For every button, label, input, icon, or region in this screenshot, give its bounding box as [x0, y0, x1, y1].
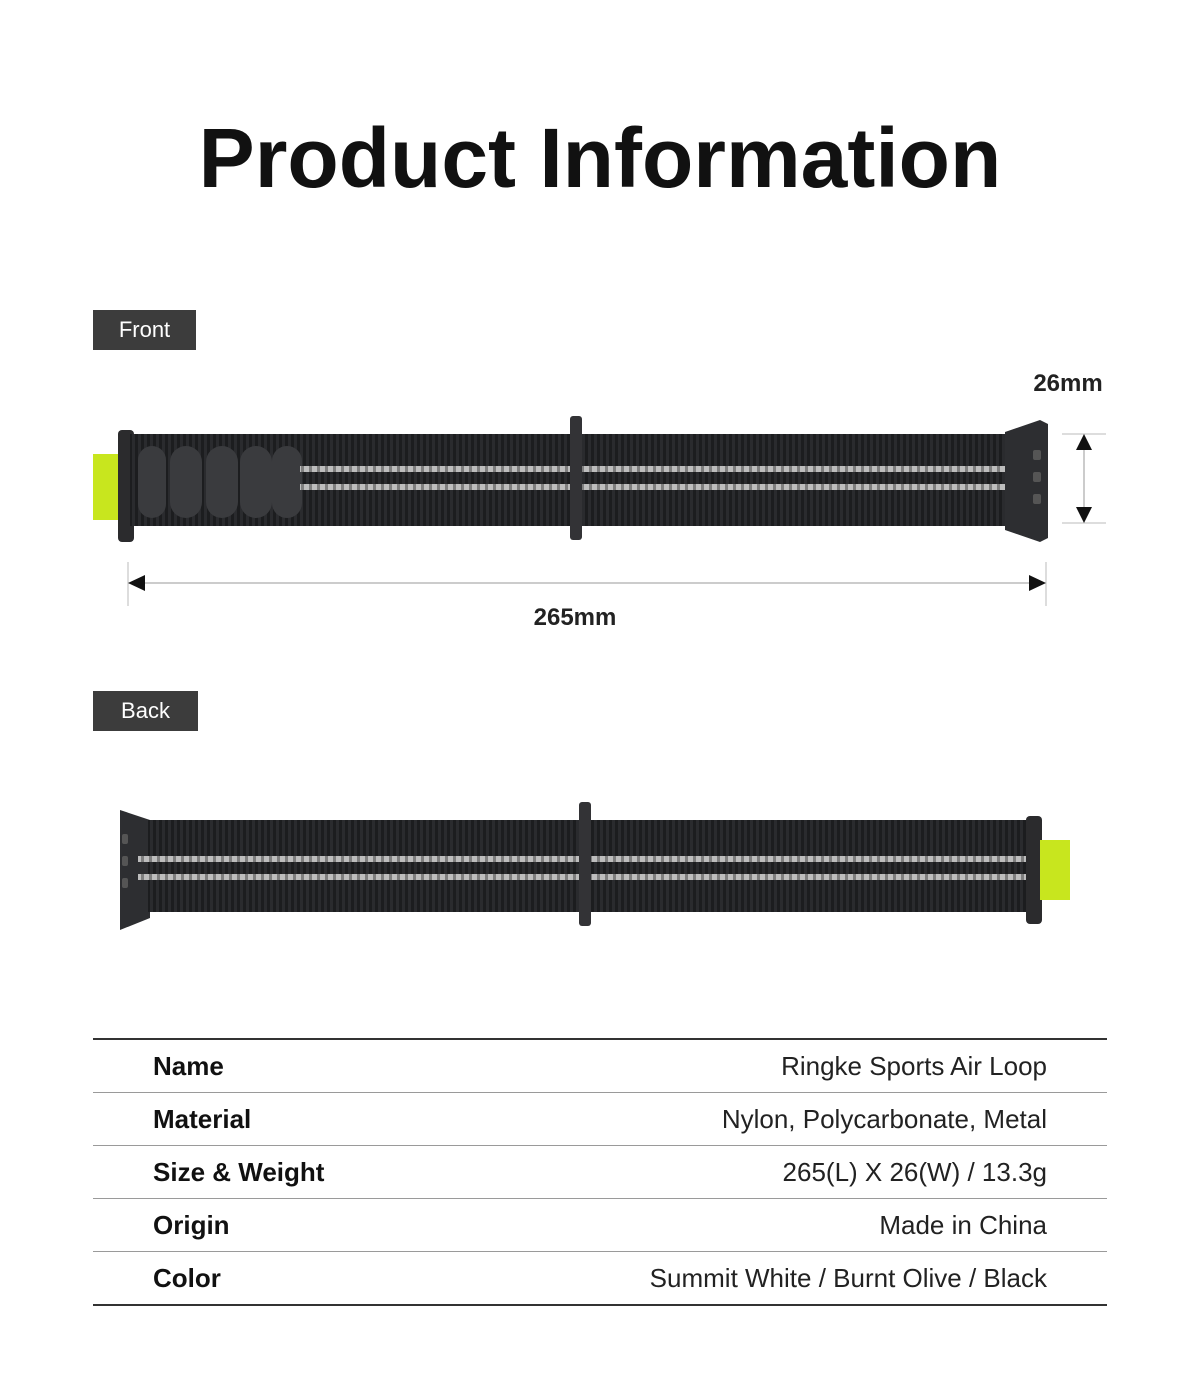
spec-label: Name [153, 1050, 224, 1081]
spec-value: Summit White / Burnt Olive / Black [434, 1252, 1107, 1306]
spec-value: Nylon, Polycarbonate, Metal [434, 1093, 1107, 1146]
table-row [93, 1146, 1107, 1199]
back-strap-image [0, 790, 1200, 950]
spec-table [93, 1038, 1107, 1306]
table-row [93, 1093, 1107, 1146]
spec-label: Size & Weight [93, 1146, 434, 1199]
page-title: Product Information [198, 111, 1002, 205]
front-strap-image [0, 410, 1200, 620]
table-row [93, 1199, 1107, 1252]
spec-value: 265(L) X 26(W) / 13.3g [434, 1146, 1107, 1199]
spec-label: Origin [93, 1199, 434, 1252]
spec-label: Material [93, 1093, 434, 1146]
pull-tab [1040, 840, 1070, 900]
spec-value: Made in China [434, 1199, 1107, 1252]
spec-value: Ringke Sports Air Loop [781, 1050, 1047, 1081]
back-view-label: Back [93, 691, 198, 731]
front-view-label: Front [93, 310, 196, 350]
width-dimension-label: 26mm [1033, 370, 1103, 397]
length-dimension-label: 265mm [533, 604, 617, 631]
spec-label: Color [93, 1252, 434, 1306]
table-row [93, 1252, 1107, 1306]
table-row [93, 1039, 1107, 1093]
